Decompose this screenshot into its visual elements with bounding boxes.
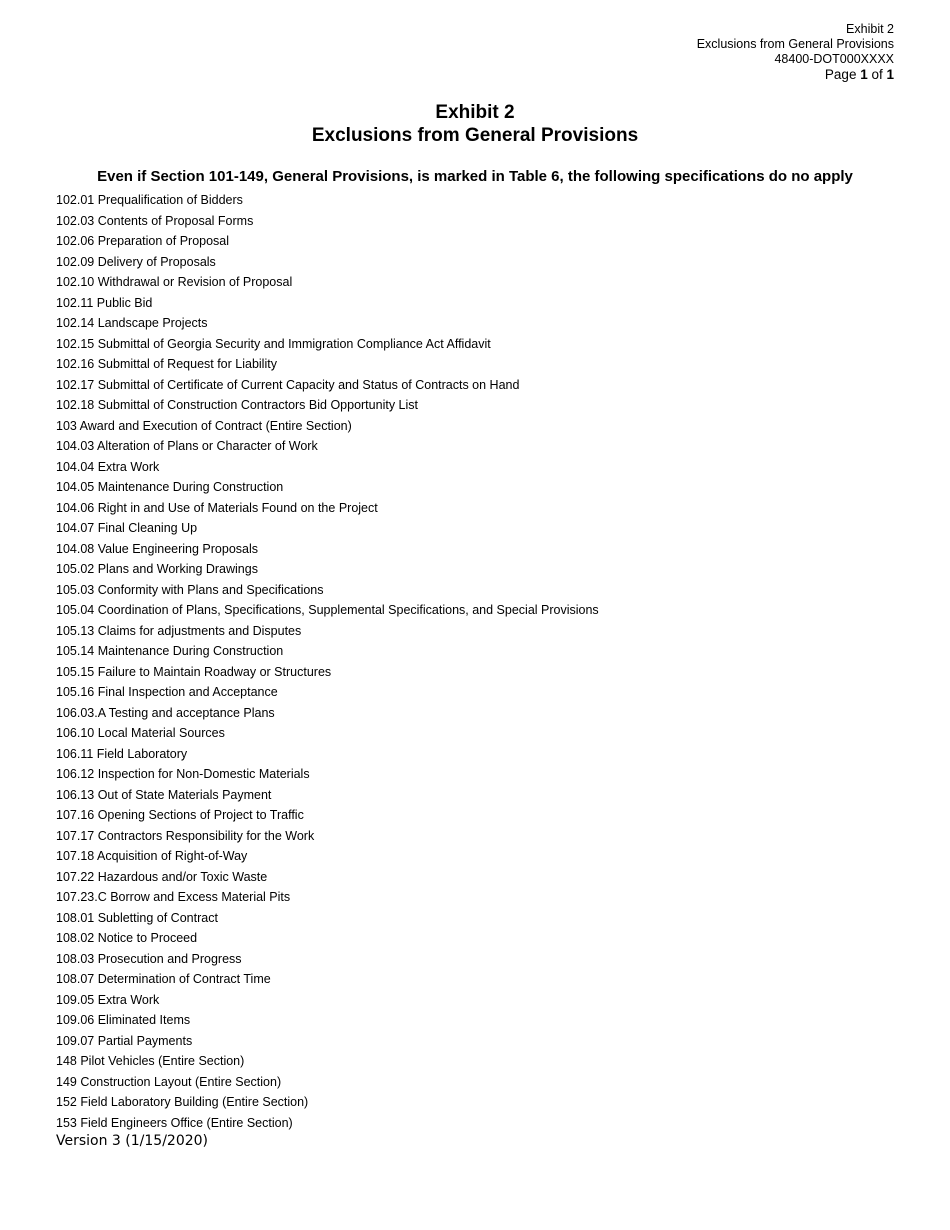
list-item: 102.16 Submittal of Request for Liability xyxy=(56,357,277,371)
list-item: 102.06 Preparation of Proposal xyxy=(56,234,230,248)
list-item: 102.01 Prequalification of Bidders xyxy=(56,193,243,207)
list-item: 104.06 Right in and Use of Materials Found on the Project xyxy=(56,500,378,515)
list-item: 148 Pilot Vehicles (Entire Section) xyxy=(56,1054,245,1068)
list-item: 107.23.C Borrow and Excess Material Pits xyxy=(56,890,291,904)
document-heading: Even if Section 101-149, General Provisions, is marked in Table 6, the following specifications do no apply xyxy=(97,168,853,185)
list-item: 108.07 Determination of Contract Time xyxy=(56,972,271,986)
list-item: 107.22 Hazardous and/or Toxic Waste xyxy=(56,869,268,884)
page-header xyxy=(697,22,894,83)
list-item: 104.08 Value Engineering Proposals xyxy=(56,541,258,556)
list-item: 108.01 Subletting of Contract xyxy=(56,910,218,925)
list-item: 153 Field Engineers Office (Entire Section) xyxy=(56,1115,293,1130)
list-item: 102.03 Contents of Proposal Forms xyxy=(56,213,254,228)
list-item: 105.16 Final Inspection and Acceptance xyxy=(56,685,278,699)
version-footer: Version 3 (1/15/2020) xyxy=(56,1133,208,1149)
page-current: 1 xyxy=(860,67,868,82)
list-item: 149 Construction Layout (Entire Section) xyxy=(56,1074,282,1089)
list-item: 108.03 Prosecution and Progress xyxy=(56,951,242,966)
header-page-indicator xyxy=(697,67,894,83)
list-item: 102.10 Withdrawal or Revision of Proposal xyxy=(56,275,293,289)
list-item: 102.18 Submittal of Construction Contractors Bid Opportunity List xyxy=(56,398,418,412)
page-of: of xyxy=(867,67,887,82)
list-item: 107.16 Opening Sections of Project to Traffic xyxy=(56,808,304,822)
header-doc-number: 48400-DOT000XXXX xyxy=(774,52,894,66)
list-item: 105.02 Plans and Working Drawings xyxy=(56,562,258,576)
list-item: 102.14 Landscape Projects xyxy=(56,316,208,330)
list-item: 102.11 Public Bid xyxy=(56,295,153,310)
page-total: 1 xyxy=(886,67,894,82)
list-item: 106.10 Local Material Sources xyxy=(56,726,225,740)
list-item: 106.12 Inspection for Non-Domestic Materials xyxy=(56,767,310,781)
list-item: 104.05 Maintenance During Construction xyxy=(56,480,284,494)
list-item: 102.09 Delivery of Proposals xyxy=(56,254,216,269)
list-item: 102.17 Submittal of Certificate of Current Capacity and Status of Contracts on Hand xyxy=(56,377,520,392)
list-item: 108.02 Notice to Proceed xyxy=(56,931,198,945)
list-item: 109.06 Eliminated Items xyxy=(56,1013,191,1027)
list-item: 109.07 Partial Payments xyxy=(56,1033,193,1048)
list-item: 106.11 Field Laboratory xyxy=(56,746,188,761)
list-item: 107.17 Contractors Responsibility for the Work xyxy=(56,828,315,843)
list-item: 106.13 Out of State Materials Payment xyxy=(56,787,272,802)
list-item: 105.13 Claims for adjustments and Disputes xyxy=(56,623,302,638)
list-item: 104.07 Final Cleaning Up xyxy=(56,521,198,535)
header-title: Exclusions from General Provisions xyxy=(696,37,894,51)
list-item: 105.04 Coordination of Plans, Specifications, Supplemental Specifications, and Special Provisions xyxy=(56,603,599,617)
list-item: 106.03.A Testing and acceptance Plans xyxy=(56,705,275,720)
page-prefix: Page xyxy=(824,67,861,82)
list-item: 104.04 Extra Work xyxy=(56,459,160,474)
list-item: 103 Award and Execution of Contract (Entire Section) xyxy=(56,418,352,433)
list-item: 105.03 Conformity with Plans and Specifications xyxy=(56,582,324,597)
list-item: 105.15 Failure to Maintain Roadway or Structures xyxy=(56,664,332,679)
list-item: 152 Field Laboratory Building (Entire Section) xyxy=(56,1095,309,1109)
document-title: Exhibit 2 xyxy=(435,102,515,123)
list-item: 109.05 Extra Work xyxy=(56,992,160,1007)
list-item: 105.14 Maintenance During Construction xyxy=(56,644,284,658)
list-item: 102.15 Submittal of Georgia Security and Immigration Compliance Act Affidavit xyxy=(56,336,491,351)
list-item: 107.18 Acquisition of Right-of-Way xyxy=(56,849,248,863)
exclusions-list xyxy=(56,190,599,1133)
list-item: 104.03 Alteration of Plans or Character of Work xyxy=(56,439,318,453)
header-exhibit: Exhibit 2 xyxy=(846,22,894,36)
document-subtitle: Exclusions from General Provisions xyxy=(311,125,639,146)
